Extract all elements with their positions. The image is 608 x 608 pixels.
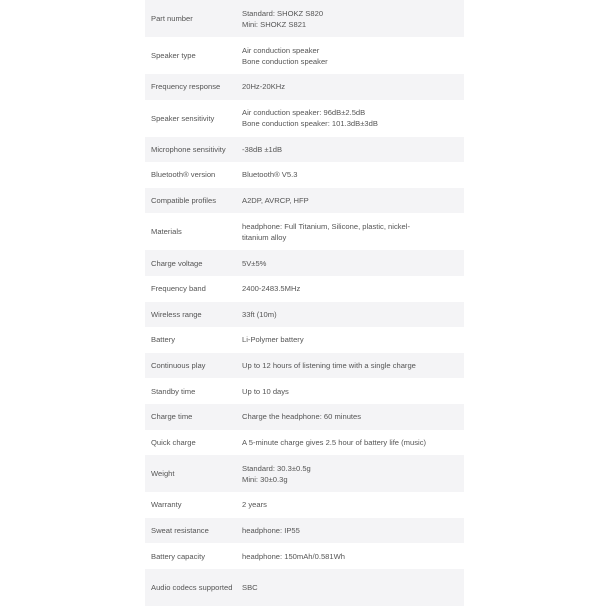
spec-row-speaker-type [145, 37, 464, 74]
spec-value [242, 582, 464, 593]
spec-value-line: headphone: 150mAh/0.581Wh [242, 551, 346, 561]
spec-row-frequency-band [145, 276, 464, 302]
spec-value [242, 169, 464, 180]
spec-value [242, 283, 464, 294]
spec-row-weight [145, 455, 464, 492]
spec-row-battery [145, 327, 464, 353]
spec-value-line: headphone: IP55 [242, 526, 300, 536]
spec-label: Battery [151, 335, 176, 345]
spec-row-charge-voltage [145, 250, 464, 276]
spec-value [242, 107, 464, 129]
spec-row-part-number [145, 0, 464, 37]
spec-value [242, 334, 464, 345]
spec-row-warranty [145, 492, 464, 518]
spec-label: Standby time [151, 386, 196, 396]
spec-value-line: A 5-minute charge gives 2.5 hour of battery life (music) [242, 437, 427, 447]
spec-row-speaker-sensitivity [145, 100, 464, 137]
spec-label: Speaker sensitivity [151, 113, 215, 123]
spec-label: Audio codecs supported [151, 582, 233, 592]
spec-value [242, 463, 464, 485]
spec-value [242, 309, 464, 320]
spec-row-charge-time [145, 404, 464, 430]
spec-value [242, 411, 464, 422]
spec-label: Charge time [151, 412, 193, 422]
spec-value-line: Bluetooth® V5.3 [242, 170, 298, 180]
spec-value [242, 551, 464, 562]
spec-value-line: headphone: Full Titanium, Silicone, plastic, nickel- [242, 221, 410, 231]
spec-value-line: Mini: 30±0.3g [242, 474, 288, 484]
spec-label: Microphone sensitivity [151, 144, 226, 154]
spec-label: Compatible profiles [151, 196, 216, 206]
spec-table [145, 0, 464, 606]
spec-row-continuous-play [145, 353, 464, 379]
spec-value-line: Li-Polymer battery [242, 335, 304, 345]
spec-value [242, 360, 464, 371]
spec-value-line: Standard: 30.3±0.5g [242, 463, 311, 473]
spec-label: Frequency response [151, 82, 221, 92]
spec-value [242, 525, 464, 536]
spec-label: Wireless range [151, 309, 202, 319]
spec-row-wireless-range [145, 302, 464, 328]
spec-value-line: 2400-2483.5MHz [242, 284, 301, 294]
spec-row-compatible-profiles [145, 188, 464, 214]
spec-label: Materials [151, 227, 182, 237]
spec-value-line: Bone conduction speaker: 101.3dB±3dB [242, 119, 378, 129]
spec-row-quick-charge [145, 430, 464, 456]
spec-value [242, 81, 464, 92]
spec-value-line: 5V±5% [242, 258, 267, 268]
spec-row-battery-capacity [145, 543, 464, 569]
spec-label: Speaker type [151, 51, 196, 60]
spec-label: Continuous play [151, 361, 206, 371]
spec-row-audio-codecs [145, 569, 464, 606]
spec-value-line: SBC [242, 582, 258, 592]
spec-row-materials [145, 213, 464, 250]
spec-label: Frequency band [151, 284, 206, 294]
spec-value-line: Standard: SHOKZ S820 [242, 8, 324, 18]
spec-label: Battery capacity [151, 551, 206, 561]
spec-value [242, 499, 464, 510]
spec-label: Sweat resistance [151, 526, 209, 536]
spec-row-bluetooth-version [145, 162, 464, 188]
spec-value [242, 195, 464, 206]
spec-label: Part number [151, 14, 193, 23]
spec-value [242, 386, 464, 397]
spec-value [242, 45, 464, 67]
spec-label: Weight [151, 469, 175, 479]
spec-row-microphone-sensitivity [145, 137, 464, 163]
spec-value-line: Up to 10 days [242, 386, 289, 396]
spec-value-line: Air conduction speaker: 96dB±2.5dB [242, 108, 366, 118]
spec-value-line: -38dB ±1dB [242, 144, 283, 154]
spec-row-frequency-response [145, 74, 464, 100]
spec-row-sweat-resistance [145, 518, 464, 544]
spec-value [242, 258, 464, 269]
spec-label: Bluetooth® version [151, 170, 216, 180]
spec-value-line: Up to 12 hours of listening time with a single charge [242, 361, 416, 371]
spec-label: Charge voltage [151, 258, 203, 268]
spec-label: Quick charge [151, 437, 196, 447]
spec-value-line: 2 years [242, 500, 267, 510]
spec-value-line: 20Hz-20KHz [242, 82, 286, 92]
spec-row-standby-time [145, 378, 464, 404]
spec-value-line: 33ft (10m) [242, 309, 277, 319]
spec-value-line: A2DP, AVRCP, HFP [242, 196, 309, 206]
spec-label: Warranty [151, 500, 182, 510]
spec-value-line: titanium alloy [242, 232, 287, 242]
spec-value [242, 8, 464, 30]
spec-value-line: Air conduction speaker [242, 45, 320, 55]
spec-value-line: Bone conduction speaker [242, 56, 328, 66]
spec-value-line: Charge the headphone: 60 minutes [242, 412, 362, 422]
spec-value-line: Mini: SHOKZ S821 [242, 19, 307, 29]
spec-value [242, 144, 464, 155]
spec-value [242, 437, 464, 448]
spec-value [242, 221, 464, 243]
